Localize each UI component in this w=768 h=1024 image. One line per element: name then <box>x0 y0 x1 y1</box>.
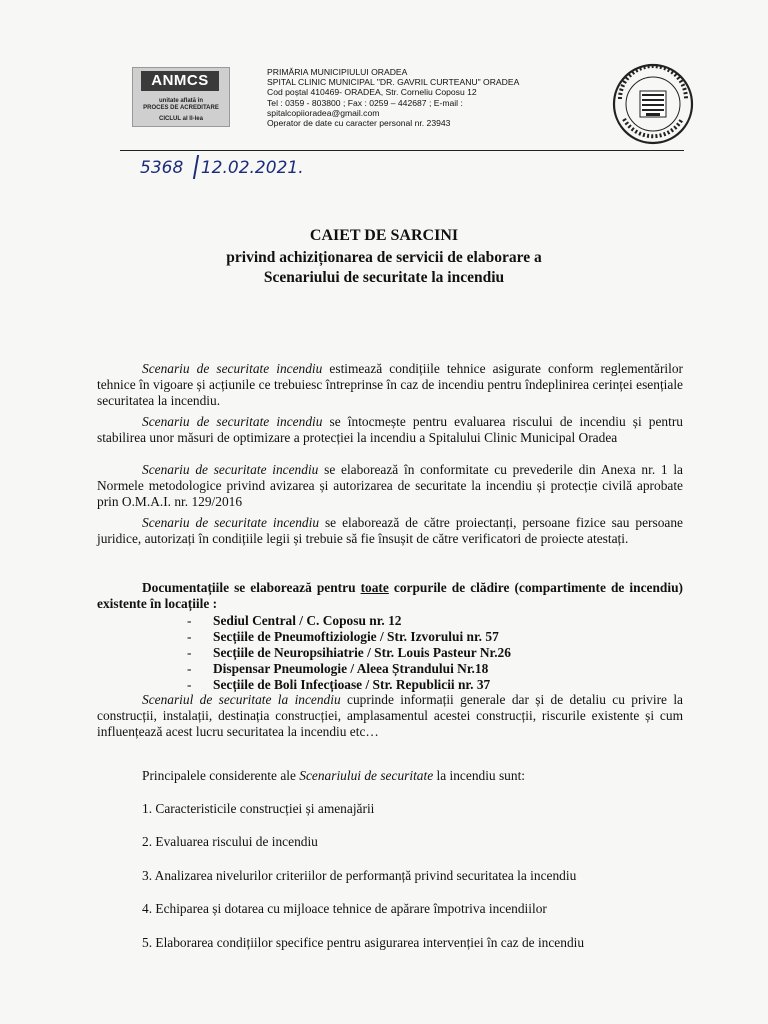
paragraph-5 <box>97 692 683 739</box>
anmcs-logo-line1: unitate aflată în <box>158 98 203 104</box>
numbered-item: 2. Evaluarea riscului de incendiu <box>142 834 318 849</box>
institution-line: Operator de date cu caracter personal nr. 23943 <box>267 118 451 129</box>
scenario-term: Scenariului de securitate <box>299 768 434 783</box>
scenario-term: Scenariu de securitate incendiu <box>142 414 323 429</box>
institution-line: Cod poștal 410469- ORADEA, Str. Corneliu Coposu 12 <box>267 87 477 98</box>
paragraph-text: la incendiu sunt: <box>433 768 526 783</box>
paragraph-text: cuprinde informații generale dar și de detaliu cu privire la construcții, instalații, destinația construcției, amplasamentul acestei construcții, riscurile existente și cum influențează acest lucru securitatea la incendiu etc… <box>97 692 683 739</box>
list-item: - Dispensar Pneumologie / Aleea Ștrandului Nr.18 <box>187 661 511 677</box>
anmcs-logo-line3: CICLUL al II-lea <box>159 116 203 122</box>
scenario-term: Scenariul de securitate la incendiu <box>142 692 341 707</box>
numbered-item: 3. Analizarea nivelurilor criteriilor de performanță privind securitatea la incendiu <box>142 868 577 883</box>
underlined-word: toate <box>360 580 389 595</box>
paragraph-text: se elaborează în conformitate cu prevederile din Anexa nr. 1 la Normele metodologice privind avizarea și autorizarea de securitate la incendiu și protecție civilă aprobate prin O.M.A.I. nr. 129/2016 <box>97 462 683 509</box>
institution-line: spitalcopiioradea@gmail.com <box>267 107 380 118</box>
anmcs-logo-line2: PROCES DE ACREDITARE <box>143 105 219 111</box>
list-item: - Secțiile de Pneumoftiziologie / Str. Izvorului nr. 57 <box>187 629 511 645</box>
paragraph-3 <box>97 462 683 509</box>
scenario-term: Scenariu de securitate incendiu <box>142 462 319 477</box>
institution-line: PRIMĂRIA MUNICIPIULUI ORADEA <box>267 67 408 77</box>
list-item: - Secțiile de Boli Infecțioase / Str. Republicii nr. 37 <box>187 677 511 693</box>
paragraph-text: estimează condițiile tehnice asigurate conform reglementărilor tehnice în vigoare și acțiunile ce trebuiesc întreprinse în caz de incendiu pentru îndeplinirea cerinței esențiale securitatea la incendiu. <box>97 361 683 408</box>
paragraph-1 <box>97 361 683 408</box>
scenario-term: Scenariu de securitate incendiu <box>142 515 320 530</box>
document-subtitle-line1: privind achiziționarea de servicii de elaborare a <box>226 249 542 266</box>
paragraph-2 <box>97 414 683 446</box>
scenario-term: Scenariu de securitate incendiu <box>142 361 323 376</box>
locations-list <box>187 613 511 693</box>
slash-mark <box>193 155 199 179</box>
numbered-item: 5. Elaborarea condițiilor specifice pentru asigurarea intervenției în caz de incendiu <box>142 935 585 950</box>
paragraph-text: Documentațiile se elaborează pentru <box>142 580 361 595</box>
institution-line: SPITAL CLINIC MUNICIPAL "DR. GAVRIL CURTEANU" ORADEA <box>267 77 520 88</box>
paragraph-4 <box>97 515 683 547</box>
document-title: CAIET DE SARCINI <box>309 227 459 244</box>
list-item: - Sediul Central / C. Coposu nr. 12 <box>187 613 511 629</box>
registration-number: 5368 <box>140 158 184 178</box>
paragraph-text: corpurile de clădire (compartimente de incendiu) existente în locațiile : <box>97 580 683 611</box>
anmcs-logo <box>132 67 230 127</box>
anmcs-logo-title: ANMCS <box>141 71 219 91</box>
hospital-seal-icon <box>612 63 694 145</box>
documentation-paragraph <box>97 580 683 612</box>
institution-line: Tel : 0359 - 803800 ; Fax : 0259 – 442687 ; E-mail : <box>267 97 463 108</box>
registration-stamp <box>140 155 304 179</box>
considerations-intro <box>142 768 682 784</box>
document-subtitle-line2: Scenariului de securitate la incendiu <box>263 269 505 286</box>
institution-header <box>267 67 519 128</box>
paragraph-text: Principalele considerente ale <box>142 768 300 783</box>
registration-date: 12.02.2021. <box>200 158 304 178</box>
numbered-item: 4. Echiparea și dotarea cu mijloace tehnice de apărare împotriva incendiilor <box>142 901 547 916</box>
paragraph-text: se întocmește pentru evaluarea riscului de incendiu și pentru stabilirea unor măsuri de optimizare a protecției la incendiu a Spitalului Clinic Municipal Oradea <box>97 414 683 445</box>
header-divider <box>120 150 684 151</box>
list-item: - Secțiile de Neuropsihiatrie / Str. Louis Pasteur Nr.26 <box>187 645 511 661</box>
numbered-item: 1. Caracteristicile construcției și amenajării <box>142 801 375 816</box>
paragraph-text: se elaborează de către proiectanți, persoane fizice sau persoane juridice, autorizați în condițiile legii și trebuie să fie însușit de către verificatori de proiecte atestați. <box>97 515 683 546</box>
